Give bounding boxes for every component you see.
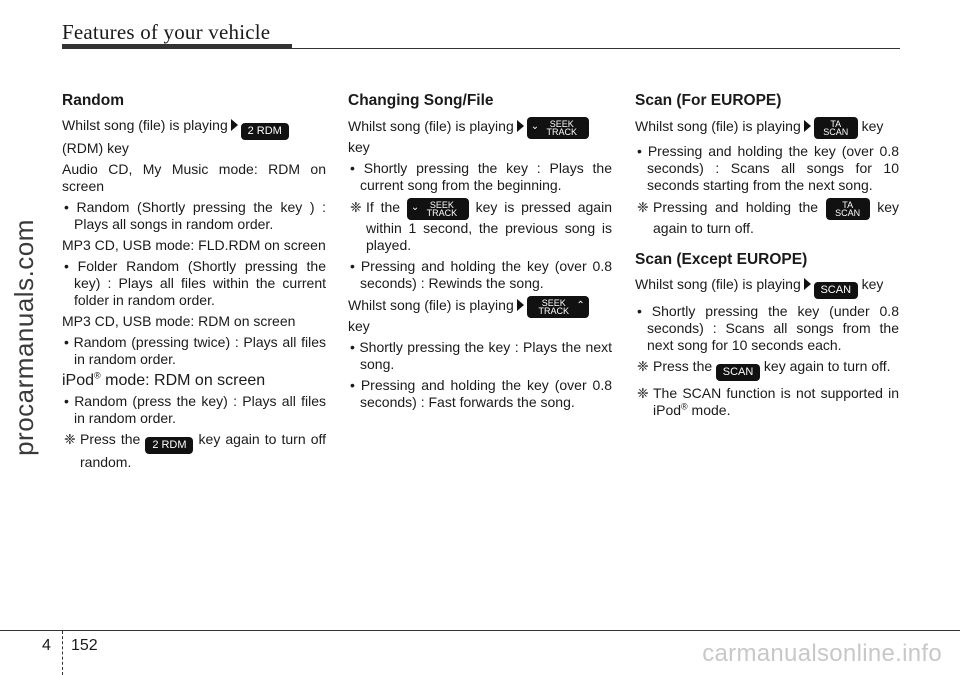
paragraph-ta-scan-intro bbox=[635, 117, 899, 139]
mode-label: Audio CD, My Music mode: RDM on screen bbox=[62, 161, 326, 194]
ipod-mode-heading bbox=[62, 372, 326, 389]
seek-track-up-key-icon bbox=[527, 296, 589, 318]
scan-key-icon: SCAN bbox=[814, 282, 858, 299]
page-header-title: Features of your vehicle bbox=[62, 20, 271, 44]
note-symbol-icon: ❈ bbox=[637, 358, 649, 374]
play-arrow-icon bbox=[804, 120, 811, 132]
mode-label: MP3 CD, USB mode: RDM on screen bbox=[62, 313, 296, 329]
paragraph-seek-down-intro bbox=[348, 117, 612, 156]
text: key again to turn off random. bbox=[80, 431, 327, 470]
note-item bbox=[635, 385, 899, 419]
bullet-item: • Random (Shortly pressing the key ) : Plays all songs in random order. bbox=[64, 199, 326, 232]
text: Whilst song (file) is playing bbox=[348, 118, 514, 134]
registered-mark: ® bbox=[94, 370, 101, 381]
text: key bbox=[861, 276, 884, 292]
bullet-item: • Shortly pressing the key : Plays the current song from the beginning. bbox=[350, 160, 612, 193]
section-heading-changing-song: Changing Song/File bbox=[348, 92, 494, 109]
note-item bbox=[635, 358, 899, 381]
bullet-item: • Shortly pressing the key (under 0.8 seconds) : Scans all songs from the next song for 10 seconds each. bbox=[637, 303, 899, 353]
ta-scan-key-icon bbox=[826, 198, 870, 220]
text: iPod bbox=[62, 372, 95, 389]
registered-mark: ® bbox=[681, 401, 688, 412]
chevron-down-icon: ⌄ bbox=[410, 202, 420, 213]
text: Whilst song (file) is playing bbox=[62, 117, 228, 133]
text: key bbox=[348, 139, 370, 155]
text: key bbox=[348, 318, 370, 334]
seek-track-down-key-icon bbox=[407, 198, 469, 220]
rdm-key-icon: 2 RDM bbox=[145, 437, 193, 454]
note-symbol-icon: ❈ bbox=[637, 199, 649, 215]
bullet-item: • Pressing and holding the key (over 0.8 seconds) : Scans all songs for 10 seconds starting from the next song. bbox=[637, 143, 899, 193]
text: key is pressed again within 1 second, the previous song is played. bbox=[366, 199, 612, 253]
text: If the bbox=[366, 199, 401, 215]
text: Whilst song (file) is playing bbox=[635, 118, 801, 134]
text: key again to turn off. bbox=[763, 358, 891, 374]
column-changing-song bbox=[348, 92, 612, 415]
mode-label: MP3 CD, USB mode: FLD.RDM on screen bbox=[62, 237, 326, 253]
chapter-number: 4 bbox=[42, 637, 51, 654]
bullet-item: • Random (pressing twice) : Plays all files in random order. bbox=[64, 334, 326, 367]
footer-divider bbox=[0, 630, 960, 631]
text: key again to turn off. bbox=[653, 199, 900, 236]
text: (RDM) key bbox=[62, 140, 129, 156]
note-symbol-icon: ❈ bbox=[350, 199, 362, 215]
key-label: SEEK bbox=[549, 119, 574, 129]
seek-track-down-key-icon bbox=[527, 117, 589, 139]
play-arrow-icon bbox=[517, 299, 524, 311]
paragraph-rdm-intro bbox=[62, 117, 326, 157]
key-label: SEEK bbox=[541, 298, 566, 308]
section-heading-random: Random bbox=[62, 92, 124, 109]
text: Press the bbox=[80, 431, 141, 447]
note-item bbox=[635, 198, 899, 237]
bullet-item: • Random (press the key) : Plays all files in random order. bbox=[64, 393, 326, 426]
bullet-item: • Pressing and holding the key (over 0.8 seconds) : Fast forwards the song. bbox=[350, 377, 612, 410]
note-item bbox=[62, 431, 326, 471]
text: Press the bbox=[653, 358, 713, 374]
section-heading-scan-except-europe: Scan (Except EUROPE) bbox=[635, 251, 808, 268]
key-label: TRACK bbox=[426, 208, 458, 218]
key-label: TRACK bbox=[538, 306, 569, 316]
bullet-item: • Shortly pressing the key : Plays the next song. bbox=[350, 339, 612, 372]
key-label: SCAN bbox=[823, 127, 849, 137]
bullet-item: • Folder Random (Shortly pressing the key) : Plays all files within the current folder in random order. bbox=[64, 258, 326, 308]
note-symbol-icon: ❈ bbox=[637, 385, 649, 401]
key-label: TA bbox=[842, 200, 854, 210]
key-label: SCAN bbox=[835, 208, 861, 218]
text: Pressing and holding the bbox=[653, 199, 819, 215]
key-label: TA bbox=[830, 119, 842, 129]
chevron-down-icon: ⌄ bbox=[530, 121, 540, 132]
play-arrow-icon bbox=[517, 120, 524, 132]
play-arrow-icon bbox=[231, 119, 238, 131]
play-arrow-icon bbox=[804, 278, 811, 290]
key-label: TRACK bbox=[546, 127, 577, 137]
chevron-up-icon: ⌃ bbox=[576, 300, 585, 311]
text: mode: RDM on screen bbox=[100, 372, 266, 389]
column-scan bbox=[635, 92, 899, 423]
text: The SCAN function is not supported in iPod bbox=[653, 385, 899, 418]
header-divider bbox=[62, 48, 900, 49]
note-item bbox=[348, 198, 612, 254]
bullet-item: • Pressing and holding the key (over 0.8 seconds) : Rewinds the song. bbox=[350, 258, 612, 291]
side-watermark-text: procarmanuals.com bbox=[8, 219, 39, 456]
text: Whilst song (file) is playing bbox=[635, 276, 801, 292]
note-symbol-icon: ❈ bbox=[64, 431, 76, 447]
column-random bbox=[62, 92, 326, 475]
paragraph-seek-up-intro bbox=[348, 296, 612, 335]
ta-scan-key-icon bbox=[814, 117, 858, 139]
scan-key-icon: SCAN bbox=[716, 364, 760, 381]
page-number: 152 bbox=[71, 637, 98, 654]
text: Whilst song (file) is playing bbox=[348, 297, 514, 313]
paragraph-scan-intro bbox=[635, 276, 899, 299]
side-watermark bbox=[4, 0, 44, 675]
text: key bbox=[861, 118, 884, 134]
footer-dashed-separator bbox=[62, 631, 63, 675]
bottom-watermark: carmanualsonline.info bbox=[702, 640, 942, 667]
rdm-key-icon: 2 RDM bbox=[241, 123, 289, 140]
section-heading-scan-europe: Scan (For EUROPE) bbox=[635, 92, 782, 109]
key-label: SEEK bbox=[429, 200, 454, 210]
text: mode. bbox=[687, 402, 731, 418]
